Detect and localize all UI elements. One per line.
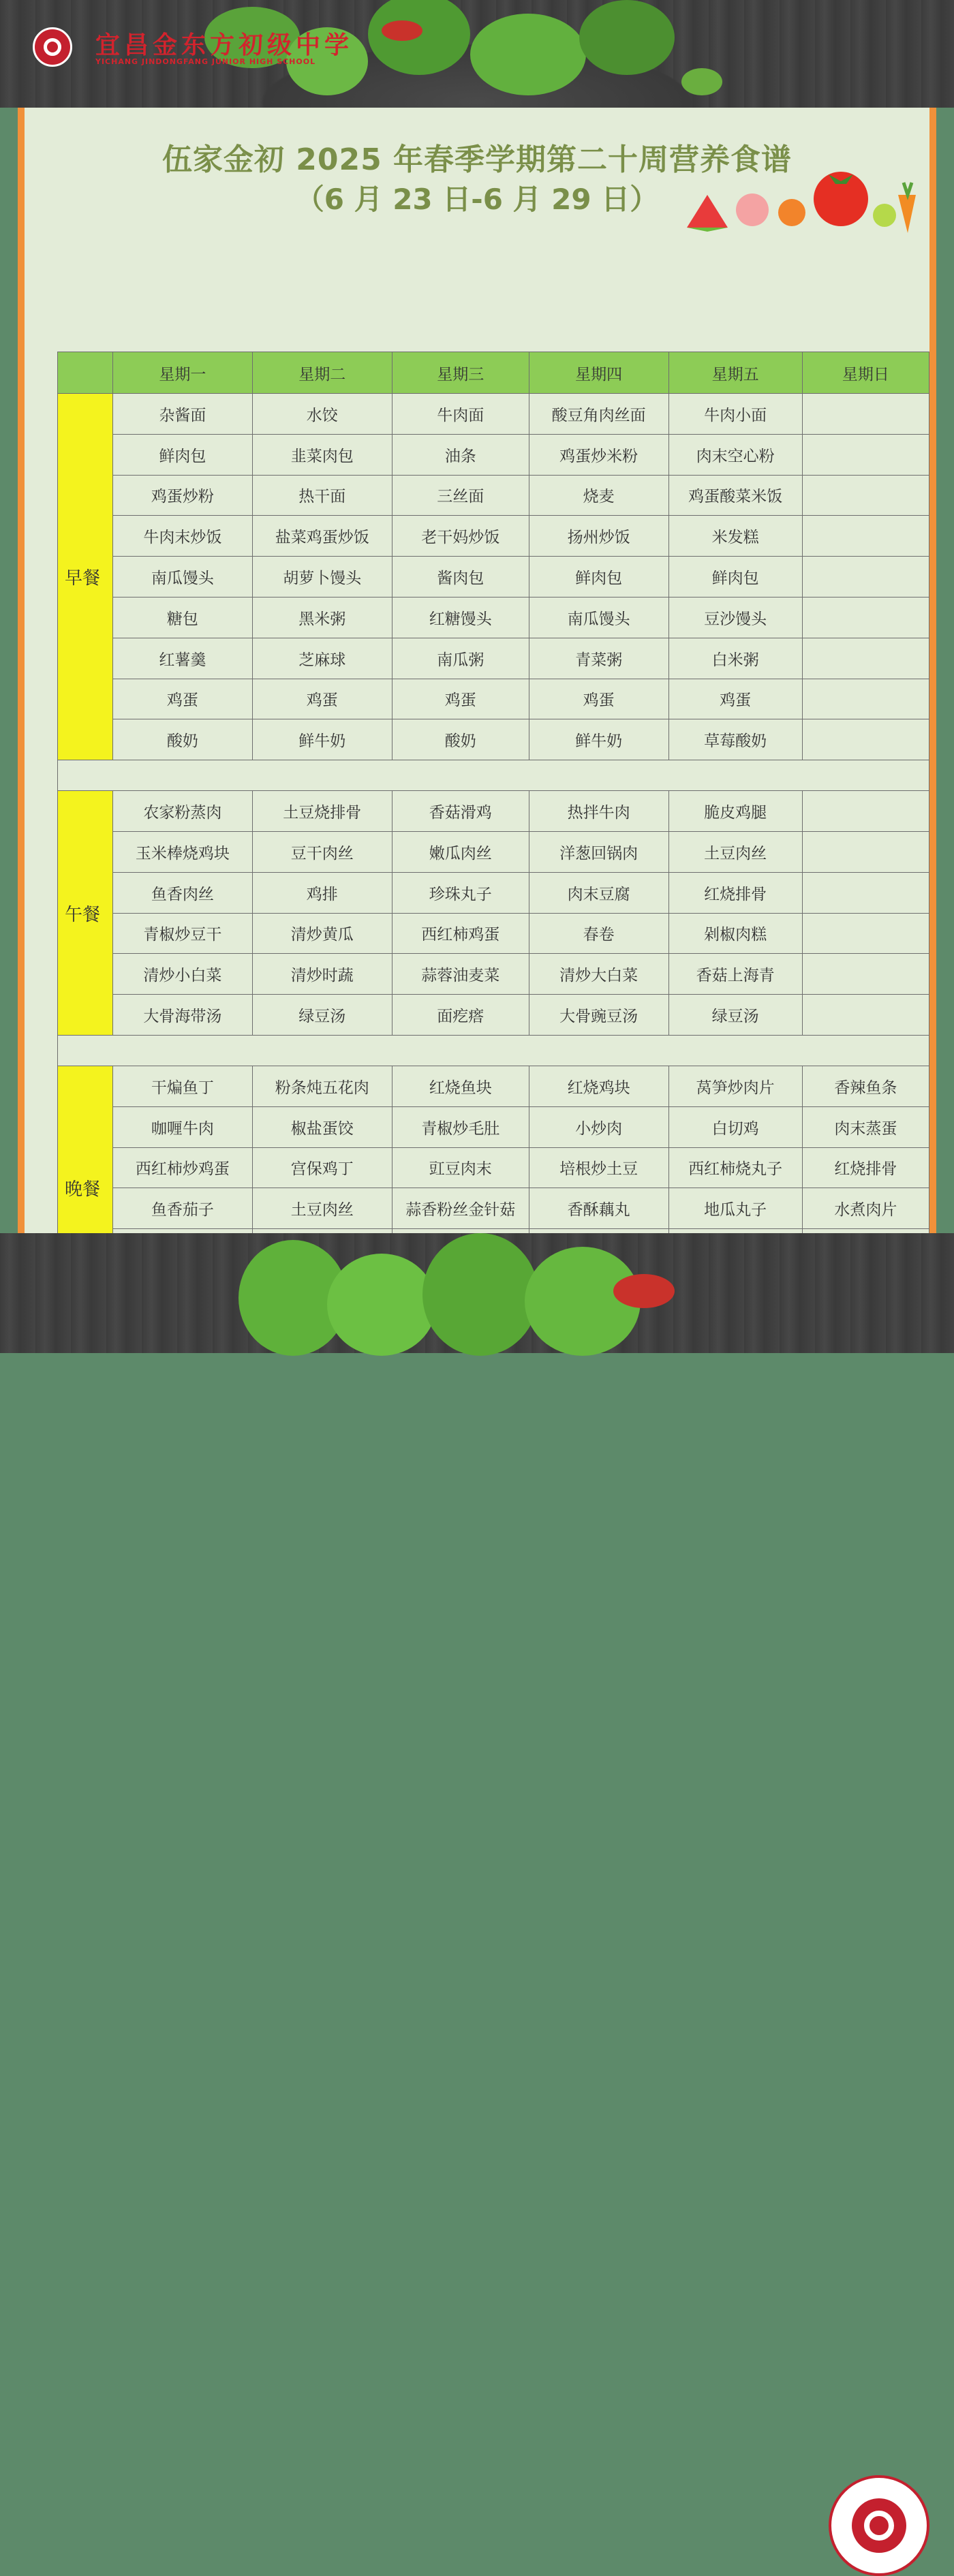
dish-cell: 大骨豌豆汤 (529, 995, 668, 1036)
dish-cell: 剁椒肉糕 (668, 913, 802, 954)
dish-cell: 绿豆汤 (668, 995, 802, 1036)
broccoli-decoration (368, 0, 470, 75)
menu-row (58, 791, 929, 832)
dish-cell: 土豆肉丝 (252, 1188, 392, 1229)
dish-cell: 肉末空心粉 (668, 434, 802, 475)
dish-cell: 青菜粥 (529, 638, 668, 679)
menu-title: 伍家金初 2025 年春季学期第二十周营养食谱 (161, 142, 793, 177)
menu-row (58, 597, 929, 638)
dish-cell: 蒜蓉油麦菜 (392, 954, 529, 995)
menu-sheet (18, 108, 936, 1233)
dish-cell: 鸡蛋 (668, 679, 802, 719)
dish-cell (802, 954, 929, 995)
school-name-en: YICHANG JINDONGFANG JUNIOR HIGH SCHOOL (95, 57, 316, 66)
dish-cell: 盐菜鸡蛋炒饭 (252, 516, 392, 557)
dish-cell (802, 679, 929, 719)
broccoli-decoration (579, 0, 675, 75)
dish-cell (802, 913, 929, 954)
dish-cell: 红烧鱼块 (392, 1066, 529, 1106)
dish-cell: 西红柿炒鸡蛋 (112, 1147, 252, 1188)
header-banner (0, 0, 954, 108)
dish-cell: 西红柿鸡蛋 (392, 913, 529, 954)
menu-row (58, 954, 929, 995)
school-name: 宜昌金东方初级中学 (95, 31, 354, 59)
dish-cell: 肉末豆腐 (529, 872, 668, 913)
broccoli-decoration (470, 14, 586, 95)
dish-cell (802, 597, 929, 638)
dish-cell: 豆干肉丝 (252, 831, 392, 872)
dish-cell: 粉条炖五花肉 (252, 1066, 392, 1106)
menu-table (57, 352, 929, 1311)
dish-cell: 西红柿烧丸子 (668, 1147, 802, 1188)
dish-cell (802, 434, 929, 475)
dish-cell: 红烧排骨 (668, 872, 802, 913)
menu-row (58, 394, 929, 435)
dish-cell: 干煸鱼丁 (112, 1066, 252, 1106)
dish-cell: 咖喱牛肉 (112, 1106, 252, 1147)
dish-cell: 鸡蛋 (392, 679, 529, 719)
dish-cell: 鸡蛋炒粉 (112, 475, 252, 516)
dish-cell: 土豆肉丝 (668, 831, 802, 872)
spacer-cell (58, 1035, 929, 1066)
dish-cell (802, 872, 929, 913)
dish-cell (802, 394, 929, 435)
dish-cell: 南瓜粥 (392, 638, 529, 679)
day-header: 星期五 (668, 352, 802, 394)
dish-cell: 清炒大白菜 (529, 954, 668, 995)
dish-cell: 糖包 (112, 597, 252, 638)
dish-cell: 牛肉面 (392, 394, 529, 435)
menu-row (58, 1066, 929, 1106)
dish-cell: 肉末蒸蛋 (802, 1106, 929, 1147)
dish-cell: 农家粉蒸肉 (112, 791, 252, 832)
pepper-decoration (681, 68, 722, 95)
dish-cell: 地瓜丸子 (668, 1188, 802, 1229)
dish-cell: 热拌牛肉 (529, 791, 668, 832)
dish-cell: 芝麻球 (252, 638, 392, 679)
dish-cell: 牛肉小面 (668, 394, 802, 435)
dish-cell: 扬州炒饭 (529, 516, 668, 557)
corner-cell (58, 352, 113, 394)
dish-cell: 鸡蛋酸菜米饭 (668, 475, 802, 516)
dish-cell (802, 475, 929, 516)
dish-cell: 青椒炒毛肚 (392, 1106, 529, 1147)
dish-cell: 酱肉包 (392, 557, 529, 598)
dish-cell: 珍珠丸子 (392, 872, 529, 913)
section-spacer (58, 1035, 929, 1066)
dish-cell (802, 995, 929, 1036)
dish-cell: 草莓酸奶 (668, 719, 802, 760)
meal-label-dinner: 晚餐 (58, 1066, 113, 1310)
dish-cell: 清炒黄瓜 (252, 913, 392, 954)
dish-cell (802, 719, 929, 760)
dish-cell: 水饺 (252, 394, 392, 435)
dish-cell: 豆沙馒头 (668, 597, 802, 638)
dish-cell: 白米粥 (668, 638, 802, 679)
dish-cell: 绿豆汤 (252, 995, 392, 1036)
day-header: 星期日 (802, 352, 929, 394)
menu-row (58, 1106, 929, 1147)
dish-cell (802, 791, 929, 832)
dish-cell (802, 557, 929, 598)
dish-cell: 鸡蛋 (112, 679, 252, 719)
fruit-vegetable-cartoon-icon (679, 168, 924, 236)
dish-cell: 鱼香茄子 (112, 1188, 252, 1229)
menu-row (58, 719, 929, 760)
dish-cell: 南瓜馒头 (112, 557, 252, 598)
menu-row (58, 679, 929, 719)
pepper-decoration (382, 20, 422, 41)
dish-cell: 香辣鱼条 (802, 1066, 929, 1106)
menu-row (58, 831, 929, 872)
dish-cell: 红烧鸡块 (529, 1066, 668, 1106)
dish-cell: 热干面 (252, 475, 392, 516)
dish-cell: 鲜肉包 (112, 434, 252, 475)
dish-cell: 杂酱面 (112, 394, 252, 435)
dish-cell: 红薯羹 (112, 638, 252, 679)
day-header: 星期四 (529, 352, 668, 394)
dish-cell: 清炒时蔬 (252, 954, 392, 995)
day-header: 星期一 (112, 352, 252, 394)
menu-row (58, 995, 929, 1036)
meal-label-breakfast: 早餐 (58, 394, 113, 760)
dish-cell: 玉米棒烧鸡块 (112, 831, 252, 872)
dish-cell: 椒盐蛋饺 (252, 1106, 392, 1147)
dish-cell: 清炒小白菜 (112, 954, 252, 995)
menu-row (58, 475, 929, 516)
dish-cell: 春卷 (529, 913, 668, 954)
dish-cell: 鸡蛋 (252, 679, 392, 719)
dish-cell (802, 516, 929, 557)
dish-cell: 红烧排骨 (802, 1147, 929, 1188)
dish-cell: 嫩瓜肉丝 (392, 831, 529, 872)
menu-row (58, 557, 929, 598)
dish-cell: 豇豆肉末 (392, 1147, 529, 1188)
day-header: 星期二 (252, 352, 392, 394)
broccoli-decoration (422, 1233, 538, 1356)
pepper-decoration (613, 1274, 675, 1308)
section-spacer (58, 760, 929, 791)
dish-cell: 香菇滑鸡 (392, 791, 529, 832)
education-group-logo (829, 2475, 929, 2576)
broccoli-decoration (327, 1254, 436, 1356)
dish-cell: 培根炒土豆 (529, 1147, 668, 1188)
school-logo (33, 27, 72, 67)
dish-cell: 鸡蛋炒米粉 (529, 434, 668, 475)
dish-cell: 烧麦 (529, 475, 668, 516)
dish-cell: 面疙瘩 (392, 995, 529, 1036)
spacer-cell (58, 760, 929, 791)
footer-banner (0, 1233, 954, 1353)
dish-cell: 鲜牛奶 (252, 719, 392, 760)
dish-cell: 青椒炒豆干 (112, 913, 252, 954)
dish-cell: 酸奶 (392, 719, 529, 760)
dish-cell: 香菇上海青 (668, 954, 802, 995)
day-header: 星期三 (392, 352, 529, 394)
menu-row (58, 434, 929, 475)
dish-cell: 酸豆角肉丝面 (529, 394, 668, 435)
dish-cell: 胡萝卜馒头 (252, 557, 392, 598)
dish-cell: 洋葱回锅肉 (529, 831, 668, 872)
dish-cell: 牛肉末炒饭 (112, 516, 252, 557)
dish-cell (802, 638, 929, 679)
day-header-row (58, 352, 929, 394)
menu-row (58, 1188, 929, 1229)
dish-cell: 宫保鸡丁 (252, 1147, 392, 1188)
dish-cell: 黑米粥 (252, 597, 392, 638)
dish-cell: 莴笋炒肉片 (668, 1066, 802, 1106)
dish-cell: 韭菜肉包 (252, 434, 392, 475)
menu-body (58, 394, 929, 1311)
dish-cell: 南瓜馒头 (529, 597, 668, 638)
dish-cell: 脆皮鸡腿 (668, 791, 802, 832)
dish-cell: 鲜肉包 (529, 557, 668, 598)
dish-cell: 土豆烧排骨 (252, 791, 392, 832)
dish-cell: 三丝面 (392, 475, 529, 516)
dish-cell: 香酥藕丸 (529, 1188, 668, 1229)
dish-cell: 老干妈炒饭 (392, 516, 529, 557)
dish-cell: 鸡蛋 (529, 679, 668, 719)
dish-cell: 大骨海带汤 (112, 995, 252, 1036)
dish-cell: 鲜肉包 (668, 557, 802, 598)
menu-date-range: （6 月 23 日-6 月 29 日） (295, 183, 659, 216)
menu-row (58, 913, 929, 954)
dish-cell: 酸奶 (112, 719, 252, 760)
meal-label-lunch: 午餐 (58, 791, 113, 1036)
dish-cell (802, 831, 929, 872)
dish-cell: 红糖馒头 (392, 597, 529, 638)
menu-row (58, 638, 929, 679)
dish-cell: 白切鸡 (668, 1106, 802, 1147)
dish-cell: 鲜牛奶 (529, 719, 668, 760)
dish-cell: 米发糕 (668, 516, 802, 557)
dish-cell: 鸡排 (252, 872, 392, 913)
menu-row (58, 516, 929, 557)
dish-cell: 小炒肉 (529, 1106, 668, 1147)
dish-cell: 水煮肉片 (802, 1188, 929, 1229)
dish-cell: 蒜香粉丝金针菇 (392, 1188, 529, 1229)
menu-row (58, 1147, 929, 1188)
dish-cell: 鱼香肉丝 (112, 872, 252, 913)
menu-row (58, 872, 929, 913)
dish-cell: 油条 (392, 434, 529, 475)
